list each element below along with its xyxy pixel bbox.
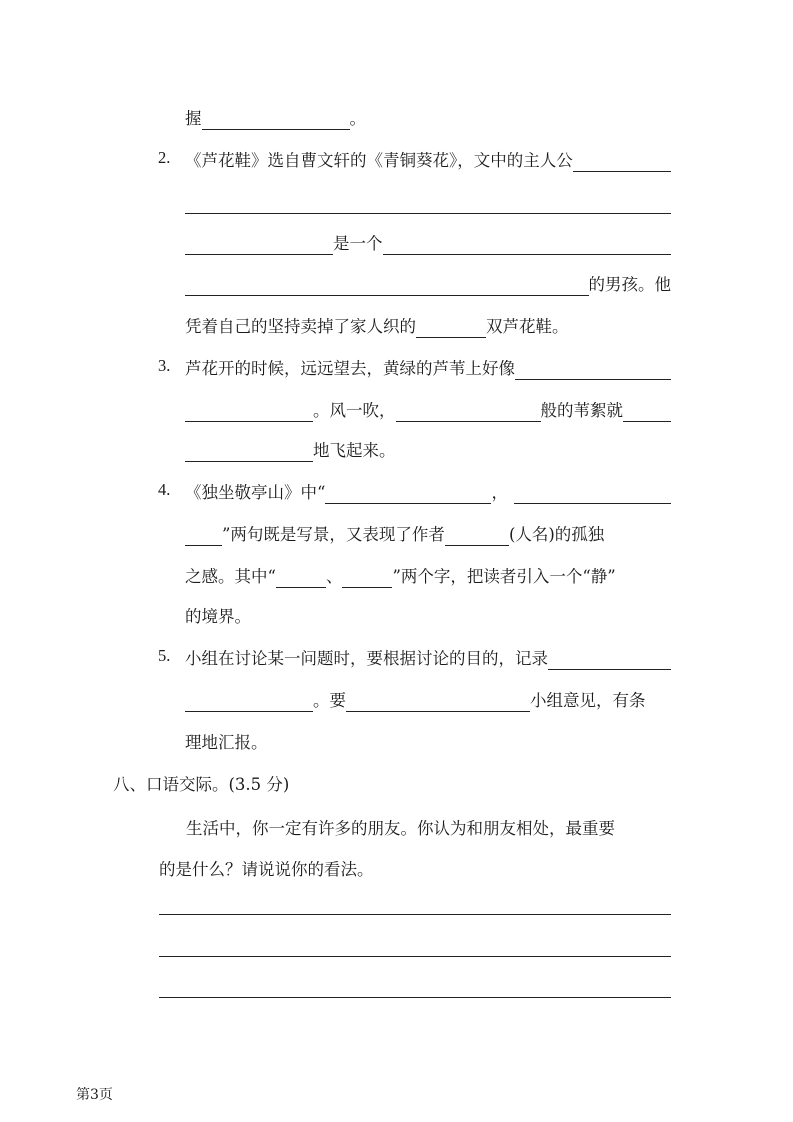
answer-line[interactable] [159, 914, 671, 915]
answer-blank[interactable] [202, 109, 350, 130]
answer-blank[interactable] [445, 525, 509, 546]
answer-blank[interactable] [185, 691, 313, 712]
text: 《独坐敬亭山》中“ [185, 483, 326, 502]
q5-line-3 [185, 730, 671, 754]
text: 。风一吹， [313, 401, 396, 420]
prompt-text: 的是什么？请说说你的看法。 [159, 860, 374, 879]
text: 芦花开的时候，远远望去，黄绿的芦苇上好像 [185, 359, 515, 378]
answer-blank[interactable] [185, 441, 313, 462]
q5-line-1 [185, 646, 671, 670]
text: (人名)的孤独 [508, 525, 605, 544]
answer-blank[interactable] [396, 401, 541, 422]
q4-line-2 [185, 522, 671, 546]
q4-line-3 [185, 564, 671, 588]
text: 地飞起来。 [313, 441, 396, 460]
q2-line-5 [185, 314, 671, 338]
answer-blank[interactable] [548, 649, 671, 670]
text: 双芦花鞋。 [486, 317, 569, 336]
answer-blank[interactable] [185, 401, 313, 422]
q2-line-4 [185, 272, 671, 296]
text: 小组在讨论某一问题时，要根据讨论的目的，记录 [185, 649, 548, 668]
answer-blank[interactable] [383, 234, 672, 255]
q3-line-1 [185, 356, 671, 380]
text: ， [491, 483, 508, 502]
text: 般的苇絮就 [540, 401, 623, 420]
prompt-text: 生活中，你一定有许多的朋友。你认为和朋友相处，最重要 [186, 819, 615, 838]
answer-blank[interactable] [346, 691, 530, 712]
page-number: 第3页 [76, 1087, 113, 1103]
text: 之感。其中“ [185, 567, 276, 586]
text: ”两句既是写景，又表现了作者 [222, 525, 445, 544]
answer-blank[interactable] [276, 567, 326, 588]
text: 是一个 [333, 234, 383, 253]
answer-line[interactable] [159, 956, 671, 957]
question-number: 4. [158, 480, 171, 499]
q1-line [185, 106, 671, 130]
text: ”两个字，把读者引入一个“静” [392, 567, 616, 586]
text: 、 [325, 567, 343, 586]
text: 。要 [313, 691, 346, 710]
q4-line-1 [185, 480, 671, 504]
answer-blank[interactable] [623, 401, 671, 422]
text: 握 [185, 109, 202, 128]
answer-blank[interactable] [185, 525, 222, 546]
q2-line-1 [185, 148, 671, 172]
text: 。 [349, 109, 366, 128]
q3-line-2 [185, 398, 671, 422]
q4-line-4 [185, 604, 671, 628]
text: 《芦花鞋》选自曹文轩的《青铜葵花》，文中的主人公 [185, 151, 573, 170]
answer-blank[interactable] [325, 483, 491, 504]
answer-blank[interactable] [185, 234, 333, 255]
answer-blank[interactable] [416, 317, 486, 338]
text: 理地汇报。 [185, 733, 268, 752]
answer-blank[interactable] [573, 151, 671, 172]
answer-blank[interactable] [185, 193, 671, 214]
q3-line-3 [185, 438, 671, 462]
text: 凭着自己的坚持卖掉了家人织的 [185, 317, 416, 336]
question-number: 5. [158, 646, 171, 665]
answer-blank[interactable] [514, 483, 671, 504]
question-number: 2. [158, 148, 171, 167]
section-heading: 八、口语交际。(3.5 分) [113, 775, 290, 794]
answer-blank[interactable] [515, 359, 671, 380]
text: 的境界。 [185, 607, 251, 626]
q2-line-2 [185, 190, 671, 214]
question-number: 3. [158, 356, 171, 375]
text: 小组意见，有条 [530, 691, 646, 710]
answer-line[interactable] [159, 997, 671, 998]
answer-blank[interactable] [185, 275, 589, 296]
answer-blank[interactable] [342, 567, 392, 588]
q2-line-3 [185, 231, 671, 255]
q5-line-2 [185, 688, 671, 712]
text: 的男孩。他 [588, 275, 671, 294]
